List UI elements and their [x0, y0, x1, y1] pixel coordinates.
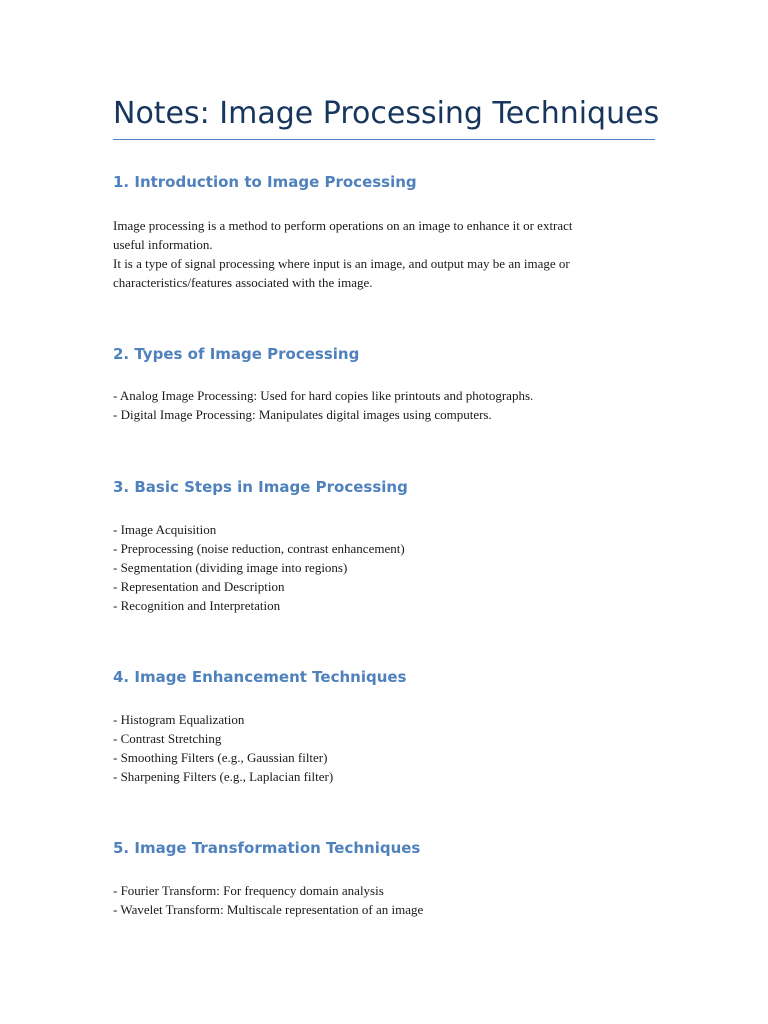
page-title: Notes: Image Processing Techniques — [113, 96, 660, 131]
list-item: - Fourier Transform: For frequency domain analysis — [113, 883, 384, 898]
list-item: - Segmentation (dividing image into regions) — [113, 560, 348, 575]
section-heading-introduction: 1. Introduction to Image Processing — [113, 173, 417, 191]
list-item: - Histogram Equalization — [113, 712, 245, 727]
section-body-types — [113, 386, 673, 424]
list-item: - Recognition and Interpretation — [113, 598, 281, 613]
body-line: Image processing is a method to perform operations on an image to enhance it or extract — [113, 218, 573, 233]
list-item: - Sharpening Filters (e.g., Laplacian filter) — [113, 769, 334, 784]
list-item: - Representation and Description — [113, 579, 285, 594]
list-item: - Digital Image Processing: Manipulates digital images using computers. — [113, 407, 492, 422]
body-line: It is a type of signal processing where input is an image, and output may be an image or — [113, 256, 570, 271]
section-heading-basic-steps: 3. Basic Steps in Image Processing — [113, 478, 408, 496]
section-heading-types: 2. Types of Image Processing — [113, 345, 360, 363]
list-item: - Contrast Stretching — [113, 731, 222, 746]
body-line: characteristics/features associated with the image. — [113, 275, 373, 290]
title-underline — [113, 139, 655, 140]
list-item: - Smoothing Filters (e.g., Gaussian filter) — [113, 750, 328, 765]
list-item: - Preprocessing (noise reduction, contrast enhancement) — [113, 541, 405, 556]
list-item: - Analog Image Processing: Used for hard copies like printouts and photographs. — [113, 388, 534, 403]
section-body-introduction — [113, 216, 673, 292]
body-line: useful information. — [113, 237, 213, 252]
section-heading-enhancement: 4. Image Enhancement Techniques — [113, 668, 407, 686]
section-body-basic-steps — [113, 520, 673, 615]
section-body-enhancement — [113, 710, 673, 786]
list-item: - Image Acquisition — [113, 522, 217, 537]
list-item: - Wavelet Transform: Multiscale representation of an image — [113, 902, 424, 917]
section-heading-transformation: 5. Image Transformation Techniques — [113, 839, 421, 857]
section-body-transformation — [113, 881, 673, 919]
